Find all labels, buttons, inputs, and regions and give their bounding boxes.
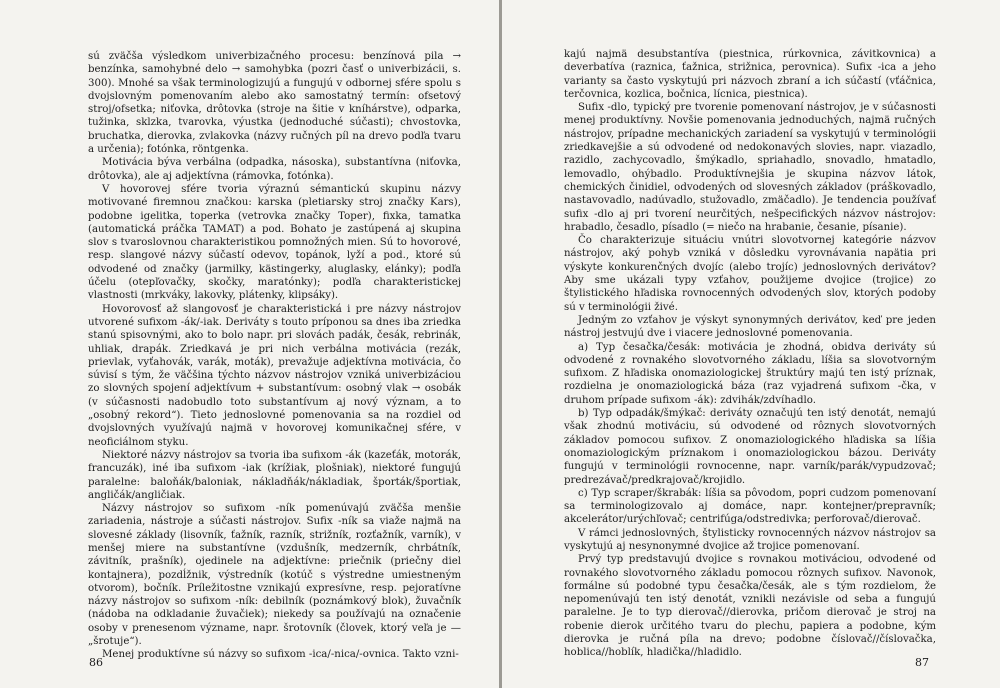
paragraph: kajú najmä desubstantíva (piestnica, rúrkovnica, závitkovnica) a deverbatíva (raznica, ťažnica, strižnica, perovnica). Sufix -ica a jeho varianty sa často vyskytujú pri názvoch zbraní a ich súčastí (vťáčnica, terčovnica, kozlica, bočnica, lícnica, piestnica). bbox=[564, 49, 936, 100]
paragraph: V rámci jednoslovných, štylisticky rovnocenných názvov nástrojov sa vyskytujú aj nesynonymné dvojice až trojice pomenovaní. bbox=[564, 527, 936, 552]
paragraph: Sufix -dlo, typický pre tvorenie pomenovaní nástrojov, je v súčasnosti menej produktívny. Novšie pomenovania jednoduchých, najmä ručných nástrojov, prípadne mechanických zariadení sa vyskytujú v terminológii zriedkavejšie a sú odvodené od nedokonavých slovies, napr. viazadlo, razidlo, zachycovadlo, šmýkadlo, spriahadlo, snovadlo, hmatadlo, lemovadlo, ohýbadlo. Produktívnejšia je skupina názvov látok, chemických činidiel, odvodených od slovesných základov (práškovadlo, nastavovadlo, nadúvadlo, stužovadlo, zmäčadlo). Je tendencia používať sufix -dlo aj pri tvorení neurčitých, nešpecifických názvov nástrojov: hrabadlo, česadlo, písadlo (= niečo na hrabanie, česanie, písanie). bbox=[564, 102, 936, 233]
paragraph: Menej produktívne sú názvy so sufixom -ica/-nica/-ovnica. Takto vzni- bbox=[102, 649, 459, 661]
paragraph: a) Typ česačka/česák: motivácia je zhodná, obidva deriváty sú odvodené z rovnakého slovotvorného základu, líšia sa slovotvorným sufixom. Z hľadiska onomaziologickej štruktúry majú ten istý príznak, rozdielna je onomaziologická báza (raz vyjadrená sufixom -čka, v druhom prípade sufixom -ák): zdvihák/zdvíhadlo. bbox=[564, 341, 936, 406]
paragraph: Názvy nástrojov so sufixom -ník pomenúvajú zväčša menšie zariadenia, nástroje a súčasti nástrojov. Sufix -ník sa viaže najmä na slovesné základy (lisovník, ťažník, razník, strižník, rozťažník, varník), v menšej miere na substantívne (vzdušník, medzerník, chrbátník, závitník, prašník), ojedinele na adjektívne: priečnik (priečny diel kontajnera), pozdĺžnik, výstredník (kotúč s výstredne umiestneným otvorom), bočník. Príležitostne vznikajú expresívne, resp. pejoratívne názvy nástrojov so sufixom -ník: debilník (poznámkový blok), žuvačník (nádoba na odkladanie žuvačiek); niekedy sa používajú na označenie osoby v prenesenom význame, napr. šrotovník (človek, ktorý veľa je — „šrotuje“). bbox=[88, 503, 461, 648]
paragraph: b) Typ odpadák/šmýkač: deriváty označujú ten istý denotát, nemajú však zhodnú motiváciu, sú odvodené od rôznych slovotvorných základov pomocou sufixov. Z onomaziologického hľadiska sa líšia onomaziologickým príznakom i onomaziologickou bázou. Deriváty fungujú v terminológii rovnocenne, napr. varník/parák/vypudzovač; predrezávač/predkrajovač/krojidlo. bbox=[564, 408, 936, 486]
paragraph: Niektoré názvy nástrojov sa tvoria iba sufixom -ák (kazeťák, motorák, francuzák), iné iba sufixom -iak (krížiak, plošniak), niektoré fungujú paralelne: baloňák/baloniak, nákladňák/nákladiak, športák/športiak, angličák/angličiak. bbox=[88, 449, 461, 501]
paragraph: V hovorovej sfére tvoria výraznú sémantickú skupinu názvy motivované firemnou značkou: karska (pletiarsky stroj značky Kars), podobne igelitka, toperka (vetrovka značky Toper), fixka, tamatka (automatická práčka TAMAT) a pod. Bohato je zastúpená aj skupina slov s tvaroslovnou charakteristikou pomnožných mien. Sú to hovorové, resp. slangové názvy súčastí odevov, topánok, lyží a pod., ktoré sú odvodené od značky (jarmilky, kästingerky, aluglasky, elánky); podľa účelu (otepľovačky, skočky, maratónky); podľa charakteristickej vlastnosti (mrkváky, lakovky, plátenky, klipsáky). bbox=[88, 183, 461, 302]
page-number: 87 bbox=[915, 656, 929, 669]
paragraph: Motivácia býva verbálna (odpadka, násoska), substantívna (niťovka, drôtovka), ale aj adjektívna (rámovka, fotónka). bbox=[88, 157, 461, 182]
right-page bbox=[502, 0, 1000, 688]
paragraph: Jedným zo vzťahov je výskyt synonymných derivátov, keď pre jeden nástroj jestvujú dve i viacere jednoslovné pomenovania. bbox=[564, 314, 936, 340]
right-text-column bbox=[564, 48, 936, 660]
paragraph: sú zväčša výsledkom univerbizačného procesu: benzínová pila → benzínka, samohybné delo → samohybka (pozri časť o univerbizácii, s. 300). Mnohé sa však terminologizujú a fungujú v odbornej sfére spolu s dvojslovným pomenovaním alebo ako samostatný termín: ofsetový stroj/ofsetka; niťovka, drôtovka (stroje na šitie v kníhárstve), odparka, tužinka, sklzka, tvarovka, výustka (jednoduché súčasti); chvostovka, bruchatka, dierovka, zvlakovka (názvy ručných píl na drevo podľa tvaru a určenia); fotónka, röntgenka. bbox=[88, 51, 461, 156]
paragraph: Hovorovosť až slangovosť je charakteristická i pre názvy nástrojov utvorené sufixom -ák/-iak. Deriváty s touto príponou sa dnes iba zriedka stanú spisovnými, ako to bolo napr. pri slovách padák, česák, rebrinák, uhliak, drapák. Zriedkavá je pri nich verbálna motivácia (rezák, prievlak, vyťahovák, varák, moták), prevažuje adjektívna motivácia, čo súvisí s tým, že väčšina týchto názvov nástrojov vzniká univerbizáciou zo slovných spojení adjektívum + substantívum: osobný vlak → osobák (v súčasnosti nadobudlo toto substantívum aj nový význam, a to „osobný rekord“). Tieto jednoslovné pomenovania sa na rozdiel od dvojslovných využívajú najmä v hovorovej komunikačnej sfére, v neoficiálnom styku. bbox=[88, 303, 461, 448]
paragraph: Čo charakterizuje situáciu vnútri slovotvornej kategórie názvov nástrojov, aký pohyb vzniká v dôsledku vyrovnávania napätia pri výskyte konkurenčných dvojíc (alebo trojíc) jednoslovných derivátov? Aby sme ukázali typy vzťahov, použijeme dvojice (trojice) zo štylistického hľadiska rovnocenných odvodených slov, ktorých podoby sú v terminológii živé. bbox=[564, 235, 936, 313]
left-text-column bbox=[88, 50, 461, 662]
paragraph: c) Typ scraper/škrabák: líšia sa pôvodom, popri cudzom pomenovaní sa terminologizovalo aj domáce, napr. kontejner/prepravník; akcelerátor/urýchľovač; centrifúga/odstredivka; perforovač/dierovač. bbox=[564, 487, 936, 526]
page-number: 86 bbox=[89, 656, 103, 669]
paragraph: Prvý typ predstavujú dvojice s rovnakou motiváciou, odvodené od rovnakého slovotvorného základu pomocou rôznych sufixov. Navonok, formálne sú podobné typu česačka/česák, ale s tým rozdielom, že nepomenúvajú ten istý denotát, vznikli nezávisle od seba a fungujú paralelne. Je to typ dierovač//dierovka, pričom dierovač je stroj na robenie dierok určitého tvaru do plechu, papiera a podobne, kým dierovka je ručná píla na drevo; podobne číslovač//číslovačka, hoblica//hoblík, hladička//hladidlo. bbox=[564, 554, 936, 659]
